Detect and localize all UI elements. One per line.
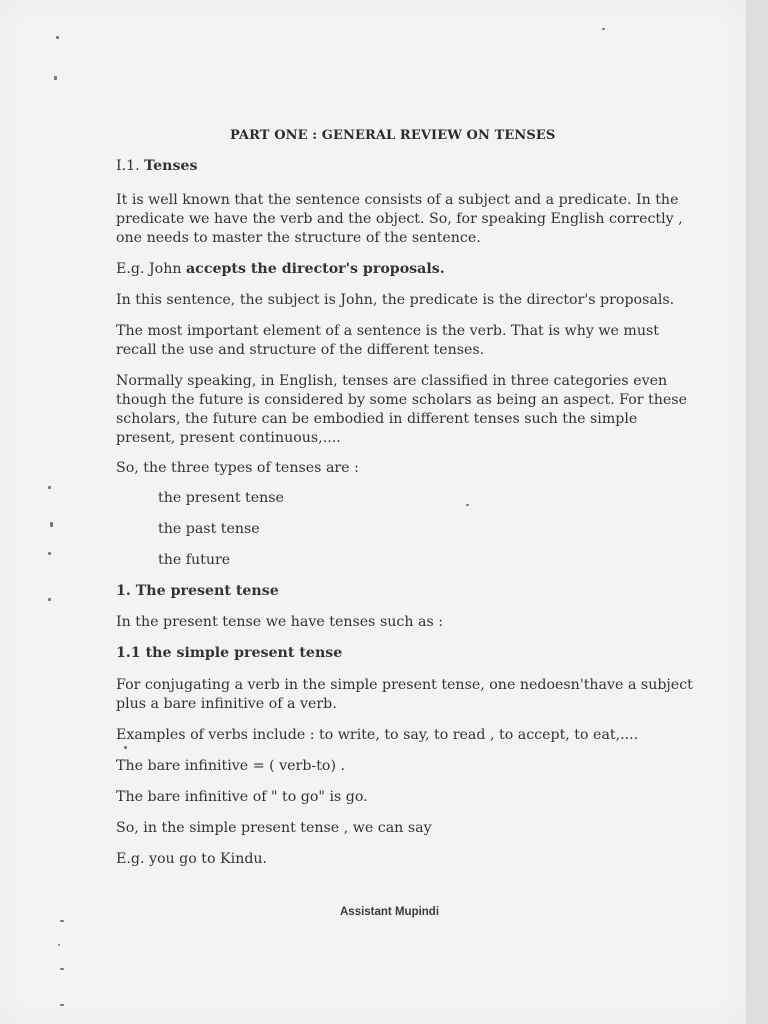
tense-list-item: the present tense	[158, 490, 284, 506]
scan-speck	[124, 746, 127, 749]
scan-speck	[466, 504, 469, 506]
paragraph-bare-infinitive-go: The bare infinitive of " to go" is go.	[116, 789, 368, 805]
section-number: I.1.	[116, 158, 140, 174]
scan-speck	[50, 522, 53, 527]
paragraph-verb-importance	[116, 322, 659, 360]
paragraph-present-tenses: In the present tense we have tenses such as :	[116, 614, 444, 630]
example-sentence	[116, 260, 445, 279]
example-kindu: E.g. you go to Kindu.	[116, 851, 268, 867]
paragraph-line: one needs to master the structure of the sentence.	[116, 230, 481, 246]
paragraph-conjugation	[116, 676, 693, 714]
paragraph-line: present, present continuous,....	[116, 430, 341, 446]
scan-speck	[60, 1004, 64, 1006]
paragraph-line: It is well known that the sentence consists of a subject and a predicate. In the	[116, 192, 679, 208]
paragraph-line: Normally speaking, in English, tenses are classified in three categories even	[116, 373, 668, 389]
paragraph-line: though the future is considered by some scholars as being an aspect. For these	[116, 392, 687, 408]
paragraph-line: predicate we have the verb and the object. So, for speaking English correctly ,	[116, 211, 683, 227]
paragraph-verb-examples: Examples of verbs include : to write, to say, to read , to accept, to eat,....	[116, 727, 639, 743]
scan-speck	[54, 76, 57, 80]
paragraph-bare-infinitive: The bare infinitive = ( verb-to) .	[116, 758, 346, 774]
paragraph-line: The most important element of a sentence is the verb. That is why we must	[116, 323, 659, 339]
scan-speck	[58, 944, 60, 946]
scan-speck	[56, 36, 59, 39]
section-heading	[116, 157, 197, 176]
paragraph-line: For conjugating a verb in the simple present tense, one nedoesn'thave a subject	[116, 677, 693, 693]
scan-speck	[60, 920, 64, 922]
page-title: PART ONE : GENERAL REVIEW ON TENSES	[230, 128, 556, 143]
scan-speck	[48, 486, 51, 489]
example-text: accepts the director's proposals.	[185, 261, 445, 277]
paragraph-we-can-say: So, in the simple present tense , we can say	[116, 820, 432, 836]
paragraph-line: plus a bare infinitive of a verb.	[116, 696, 337, 712]
paragraph-sentence-structure	[116, 191, 683, 248]
heading-present-tense: 1. The present tense	[116, 583, 279, 599]
paragraph-subject-predicate: In this sentence, the subject is John, the predicate is the director's proposals.	[116, 292, 675, 308]
section-title: Tenses	[144, 158, 198, 174]
scan-speck	[48, 552, 51, 555]
heading-simple-present: 1.1 the simple present tense	[116, 645, 343, 661]
page-edge-shadow	[746, 0, 768, 1024]
paragraph-line: scholars, the future can be embodied in different tenses such the simple	[116, 411, 638, 427]
tense-list-item: the past tense	[158, 521, 260, 537]
scan-speck	[60, 968, 64, 970]
scan-speck	[602, 28, 605, 30]
scan-speck	[48, 598, 51, 601]
tense-list-item: the future	[158, 552, 231, 568]
paragraph-three-types: So, the three types of tenses are :	[116, 460, 359, 476]
paragraph-tense-categories	[116, 372, 687, 448]
author-footer: Assistant Mupindi	[340, 906, 440, 918]
paragraph-line: recall the use and structure of the different tenses.	[116, 342, 485, 358]
example-prefix: E.g. John	[116, 261, 186, 277]
